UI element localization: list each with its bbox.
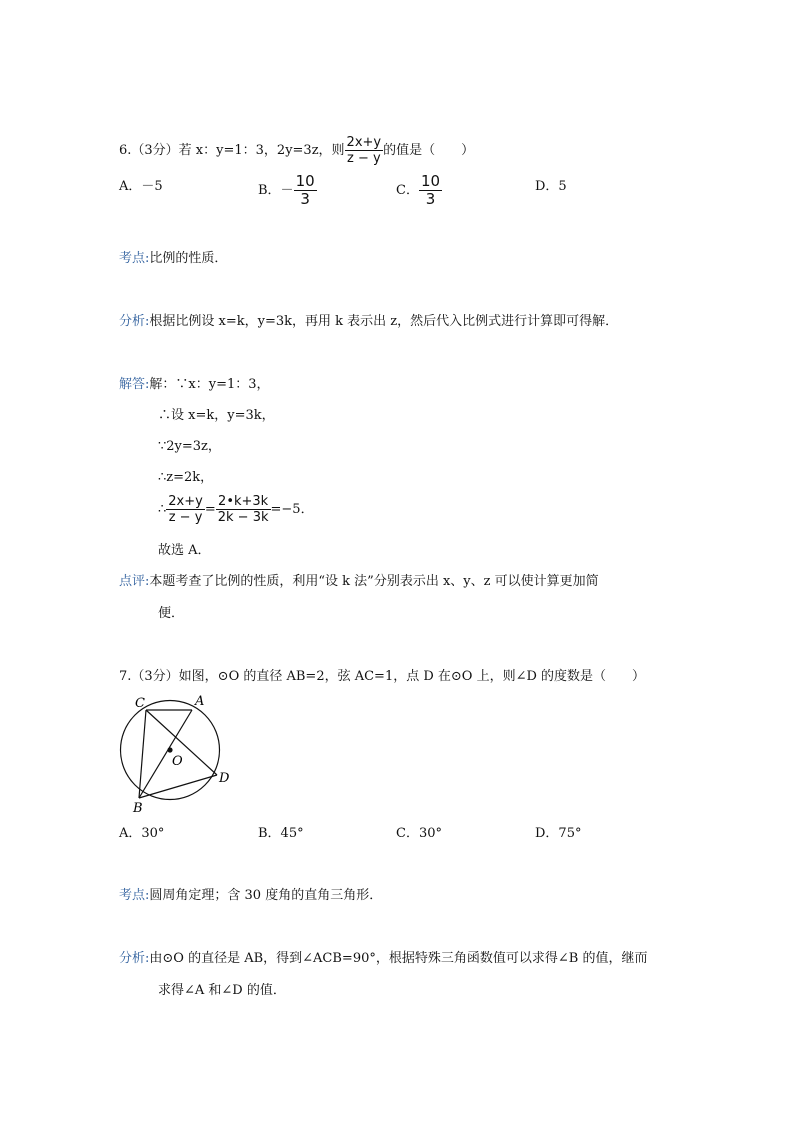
q6-jieda-frac2	[216, 495, 271, 524]
q6-jieda	[119, 378, 270, 391]
q6-jieda-label: 解答:	[119, 377, 150, 392]
q6-option-b-prefix: B．－	[258, 183, 294, 198]
q6-stem	[119, 136, 474, 165]
q6-dianping-label: 点评:	[119, 574, 150, 589]
q7-fenxi	[119, 952, 647, 965]
q6-jieda-line1: 解：∵x：y=1：3，	[149, 377, 270, 392]
q6-kaodian-label: 考点:	[119, 251, 150, 266]
q6-fenxi-label: 分析:	[119, 314, 150, 329]
q7-fenxi-line2: 求得∠A 和∠D 的值．	[158, 983, 286, 998]
q6-option-b-den: 3	[300, 190, 310, 208]
q6-jieda-line5-result: =−5．	[270, 502, 314, 517]
q6-jieda-frac2-den: 2k − 3k	[217, 510, 269, 525]
q6-jieda-line6: 故选 A．	[158, 543, 211, 558]
q6-option-c	[396, 174, 442, 207]
q6-jieda-line5-eq: =	[204, 502, 216, 517]
q6-option-b-fraction	[294, 174, 317, 207]
chord-cb	[139, 710, 146, 798]
q6-jieda-line4: ∴z=2k，	[158, 470, 214, 485]
q6-jieda-frac1-den: z − y	[168, 510, 203, 525]
q7-option-a: A．30°	[119, 826, 165, 841]
q7-fenxi-line1: 由⊙O 的直径是 AB，得到∠ACB=90°，根据特殊三角函数值可以求得∠B 的值，继而	[149, 951, 648, 966]
q7-kaodian-text: 圆周角定理；含 30 度角的直角三角形．	[149, 888, 383, 903]
q6-option-c-fraction	[419, 174, 442, 207]
q7-option-d: D．75°	[535, 826, 582, 841]
q6-option-c-den: 3	[425, 190, 436, 208]
q6-option-d: D．5	[535, 179, 567, 194]
label-b: B	[133, 801, 143, 815]
q6-jieda-frac2-num: 2•k+3k	[216, 495, 271, 510]
q7-option-c: C．30°	[396, 826, 442, 841]
q6-stem-frac-num: 2x+y	[346, 135, 382, 150]
q6-stem-after: 的值是（ ）	[383, 143, 475, 158]
q6-stem-frac-den: z − y	[346, 151, 381, 166]
q6-dianping-line2: 便．	[158, 606, 185, 621]
q7-option-b: B．45°	[258, 826, 304, 841]
q6-jieda-line2: ∴设 x=k，y=3k，	[158, 408, 275, 423]
q6-dianping	[119, 575, 599, 588]
label-d: D	[219, 771, 230, 786]
q6-option-a: A．－5	[119, 179, 163, 194]
q7-kaodian-label: 考点:	[119, 888, 150, 903]
q6-option-c-prefix: C．	[396, 183, 419, 198]
q7-circle-figure	[115, 693, 235, 815]
q6-dianping-line1: 本题考查了比例的性质，利用“设 k 法”分别表示出 x、y、z 可以使计算更加简	[149, 574, 599, 589]
q7-kaodian	[119, 889, 382, 902]
q6-stem-before: 6.（3分）若 x：y=1：3，2y=3z，则	[119, 143, 345, 158]
label-a: A	[195, 694, 205, 709]
label-o: O	[172, 754, 183, 769]
q6-fenxi-text: 根据比例设 x=k，y=3k，再用 k 表示出 z，然后代入比例式进行计算即可得解．	[149, 314, 619, 329]
q6-kaodian	[119, 252, 227, 265]
q6-fenxi	[119, 315, 618, 328]
q6-option-b-num: 10	[295, 172, 315, 190]
q6-jieda-frac1-num: 2x+y	[168, 494, 203, 509]
q6-option-b	[258, 174, 317, 207]
q7-fenxi-label: 分析:	[119, 951, 150, 966]
center-point-o	[167, 747, 172, 752]
label-c: C	[135, 696, 145, 711]
q6-jieda-line5-prefix: ∴	[158, 502, 167, 517]
q7-stem: 7.（3分）如图，⊙O 的直径 AB=2，弦 AC=1，点 D 在⊙O 上，则∠D 的度数是（ ）	[119, 669, 646, 684]
q6-kaodian-text: 比例的性质．	[149, 251, 228, 266]
q6-jieda-line3: ∵2y=3z，	[158, 439, 221, 454]
q6-option-c-num: 10	[420, 172, 441, 190]
q6-jieda-line5	[158, 495, 314, 524]
q6-jieda-frac1	[166, 495, 205, 524]
q6-stem-fraction	[345, 136, 384, 165]
